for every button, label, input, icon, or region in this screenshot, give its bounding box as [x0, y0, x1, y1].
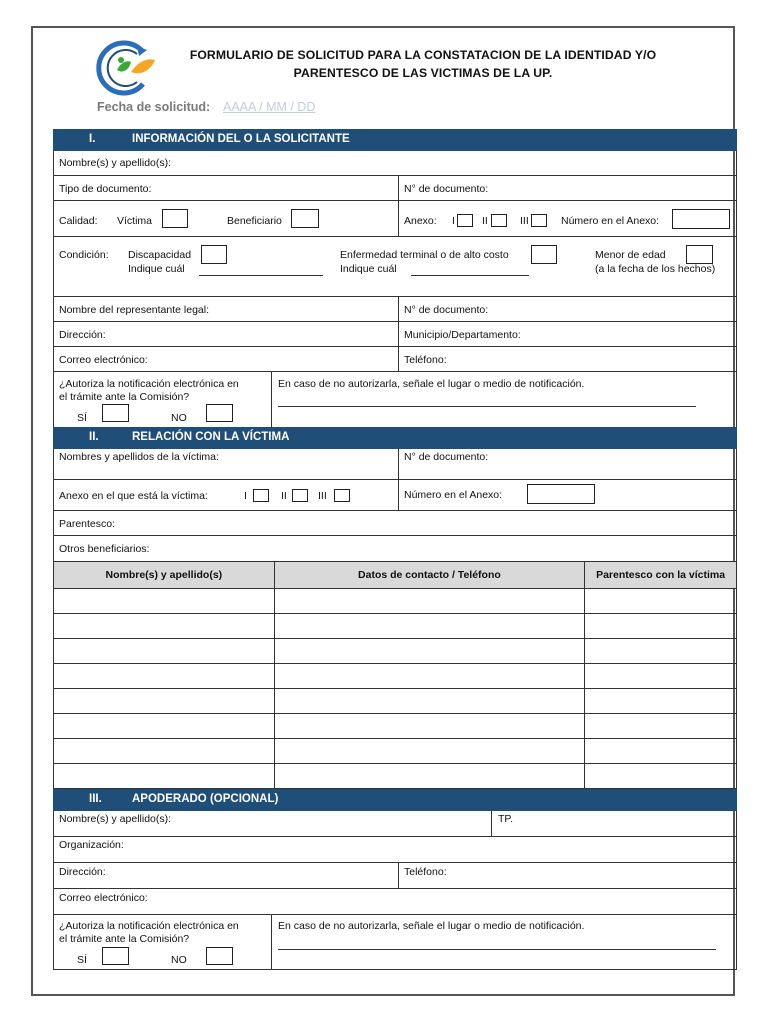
label-anexo-victima: Anexo en el que está la víctima:: [59, 490, 208, 502]
label-no: NO: [171, 412, 187, 424]
input-lugar-notificacion[interactable]: [278, 949, 716, 950]
label-nombre: Nombre(s) y apellido(s):: [59, 157, 172, 169]
label-anexo-iii: III: [520, 215, 529, 227]
checkbox-anexo-victima-iii[interactable]: [334, 489, 350, 502]
col-header-contacto: Datos de contacto / Teléfono: [274, 562, 584, 589]
section-title: INFORMACIÓN DEL O LA SOLICITANTE: [132, 133, 350, 145]
table-row: [54, 614, 737, 639]
checkbox-victima[interactable]: [162, 209, 188, 228]
row-apoderado-nombre: [53, 811, 737, 837]
label-telefono: Teléfono:: [404, 354, 447, 366]
row-apoderado-direccion: [53, 863, 737, 889]
table-cell[interactable]: [54, 689, 275, 714]
label-indique-1: Indique cuál: [128, 263, 185, 275]
row-nombre-victima: [53, 449, 737, 480]
label-menor-note: (a la fecha de los hechos): [595, 263, 716, 275]
label-anexo-ii: II: [482, 215, 488, 227]
label-otros: Otros beneficiarios:: [59, 543, 150, 555]
label-numero-anexo: Número en el Anexo:: [561, 215, 660, 227]
label-discapacidad: Discapacidad: [128, 249, 192, 261]
checkbox-discapacidad[interactable]: [201, 245, 227, 264]
label-no-autoriza: En caso de no autorizarla, señale el lugar o medio de notificación.: [278, 378, 585, 390]
row-organizacion[interactable]: [53, 837, 737, 863]
label-tipo-doc: Tipo de documento:: [59, 183, 152, 195]
label-anexo-i: I: [452, 215, 455, 227]
checkbox-beneficiario[interactable]: [291, 209, 319, 228]
checkbox-si[interactable]: [102, 947, 129, 965]
table-cell[interactable]: [54, 614, 275, 639]
row-correo: [53, 347, 737, 372]
input-numero-anexo[interactable]: [672, 209, 730, 229]
table-cell[interactable]: [585, 739, 737, 764]
checkbox-si[interactable]: [102, 404, 129, 422]
table-row: [54, 714, 737, 739]
row-otros: [53, 536, 737, 561]
table-cell[interactable]: [54, 714, 275, 739]
table-row: [54, 764, 737, 789]
table-row: [54, 639, 737, 664]
table-cell[interactable]: [585, 764, 737, 789]
label-apoderado-direccion: Dirección:: [59, 866, 106, 878]
label-si: SÍ: [77, 412, 87, 424]
row-tipo-doc: [53, 176, 737, 201]
section-header-1: [53, 129, 737, 151]
label-num-doc-2: N° de documento:: [404, 304, 489, 316]
title-line-2: PARENTESCO DE LAS VICTIMAS DE LA UP.: [293, 66, 553, 80]
table-cell[interactable]: [54, 764, 275, 789]
label-autoriza-2: el trámite ante la Comisión?: [59, 391, 190, 403]
label-num-doc: N° de documento:: [404, 183, 489, 195]
label-no: NO: [171, 954, 187, 966]
form-page: [31, 26, 735, 996]
checkbox-anexo-victima-ii[interactable]: [292, 489, 308, 502]
label-menor: Menor de edad: [595, 249, 666, 261]
table-cell[interactable]: [585, 689, 737, 714]
row-direccion: [53, 322, 737, 347]
table-cell[interactable]: [54, 639, 275, 664]
label-anexo-victima-ii: II: [281, 490, 287, 502]
beneficiarios-table: [53, 561, 737, 789]
col-header-parentesco: Parentesco con la víctima: [585, 562, 737, 589]
checkbox-no[interactable]: [206, 947, 233, 965]
row-nombre[interactable]: [53, 151, 737, 176]
table-row: [54, 739, 737, 764]
label-representante: Nombre del representante legal:: [59, 304, 210, 316]
input-indique-1[interactable]: [199, 275, 323, 276]
label-beneficiario: Beneficiario: [227, 215, 282, 227]
table-cell[interactable]: [585, 639, 737, 664]
checkbox-anexo-victima-i[interactable]: [253, 489, 269, 502]
label-direccion: Dirección:: [59, 329, 106, 341]
label-si: SÍ: [77, 954, 87, 966]
title-line-1: FORMULARIO DE SOLICITUD PARA LA CONSTATACION DE LA IDENTIDAD Y/O: [189, 48, 657, 62]
table-cell[interactable]: [274, 739, 584, 764]
row-autoriza: [53, 372, 737, 427]
label-anexo: Anexo:: [404, 215, 437, 227]
label-num-doc-victima: N° de documento:: [404, 451, 489, 463]
label-autoriza-1: ¿Autoriza la notificación electrónica en: [59, 378, 239, 390]
table-cell[interactable]: [274, 664, 584, 689]
table-cell[interactable]: [585, 664, 737, 689]
label-enfermedad: Enfermedad terminal o de alto costo: [340, 249, 509, 261]
label-apoderado-correo: Correo electrónico:: [59, 892, 148, 904]
row-calidad: [53, 201, 737, 237]
table-cell[interactable]: [585, 614, 737, 639]
table-row: [54, 689, 737, 714]
label-autoriza-1: ¿Autoriza la notificación electrónica en: [59, 920, 239, 932]
label-tp: TP.: [498, 813, 513, 825]
input-numero-anexo-victima[interactable]: [527, 484, 595, 504]
table-row: [54, 589, 737, 614]
table-cell[interactable]: [274, 614, 584, 639]
table-cell[interactable]: [54, 664, 275, 689]
input-lugar-notificacion[interactable]: [278, 406, 696, 407]
label-calidad: Calidad:: [59, 215, 98, 227]
row-parentesco[interactable]: [53, 511, 737, 536]
input-indique-2[interactable]: [411, 275, 529, 276]
label-anexo-victima-iii: III: [318, 490, 327, 502]
table-cell[interactable]: [274, 764, 584, 789]
table-cell[interactable]: [274, 639, 584, 664]
label-no-autoriza: En caso de no autorizarla, señale el lugar o medio de notificación.: [278, 920, 585, 932]
table-header-row: [54, 562, 737, 589]
checkbox-anexo-iii[interactable]: [531, 214, 547, 227]
section-title: RELACIÓN CON LA VÍCTIMA: [132, 431, 290, 443]
table-cell[interactable]: [585, 589, 737, 614]
row-apoderado-autoriza: [53, 915, 737, 970]
table-cell[interactable]: [54, 739, 275, 764]
label-nombres-victima: Nombres y apellidos de la víctima:: [59, 451, 219, 463]
label-condicion: Condición:: [59, 249, 109, 261]
table-cell[interactable]: [54, 589, 275, 614]
section-number: II.: [89, 431, 99, 443]
section-number: III.: [89, 793, 102, 805]
checkbox-no[interactable]: [206, 404, 233, 422]
section-title: APODERADO (OPCIONAL): [132, 793, 279, 805]
checkbox-anexo-ii[interactable]: [491, 214, 507, 227]
label-autoriza-2: el trámite ante la Comisión?: [59, 933, 190, 945]
label-anexo-victima-i: I: [244, 490, 247, 502]
row-representante: [53, 297, 737, 322]
row-apoderado-correo[interactable]: [53, 889, 737, 915]
section-number: I.: [89, 133, 96, 145]
logo: [91, 40, 157, 96]
label-victima: Víctima: [117, 215, 153, 227]
label-correo: Correo electrónico:: [59, 354, 148, 366]
row-condicion: [53, 237, 737, 297]
checkbox-menor[interactable]: [686, 245, 713, 264]
label-organizacion: Organización:: [59, 839, 124, 851]
form-title: [173, 46, 673, 82]
label-apoderado-telefono: Teléfono:: [404, 866, 447, 878]
section-header-2: [53, 427, 737, 449]
table-cell[interactable]: [274, 589, 584, 614]
table-row: [54, 664, 737, 689]
label-parentesco: Parentesco:: [59, 518, 116, 530]
checkbox-enfermedad[interactable]: [531, 245, 557, 264]
table-cell[interactable]: [274, 714, 584, 739]
table-cell[interactable]: [585, 714, 737, 739]
col-header-nombre: Nombre(s) y apellido(s): [54, 562, 275, 589]
label-indique-2: Indique cuál: [340, 263, 397, 275]
row-anexo-victima: [53, 480, 737, 511]
section-header-3: [53, 789, 737, 811]
label-apoderado-nombre: Nombre(s) y apellido(s):: [59, 813, 172, 825]
checkbox-anexo-i[interactable]: [457, 214, 473, 227]
table-cell[interactable]: [274, 689, 584, 714]
label-municipio: Municipio/Departamento:: [404, 329, 521, 341]
fecha-input[interactable]: AAAA / MM / DD: [223, 100, 316, 114]
fecha-label: Fecha de solicitud:: [97, 100, 211, 114]
label-numero-anexo-victima: Número en el Anexo:: [404, 489, 503, 501]
